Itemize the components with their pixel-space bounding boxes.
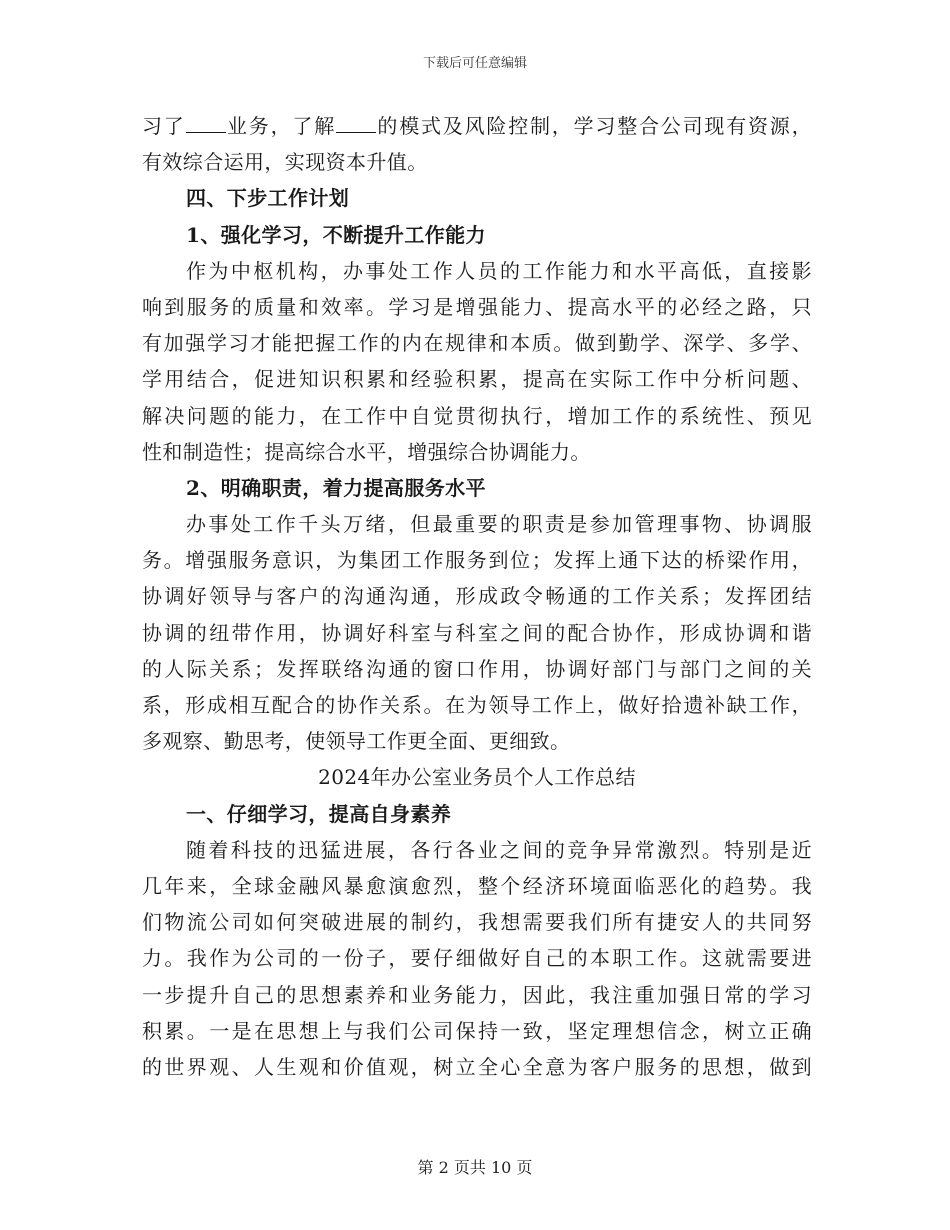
- paragraph-line: 作为中枢机构，办事处工作人员的工作能力和水平高低，直接影: [186, 258, 812, 283]
- page-footer: 第 2 页共 10 页: [417, 1158, 533, 1177]
- blank-underline: [186, 112, 226, 133]
- paragraph-line: 响到服务的质量和效率。学习是增强能力、提高水平的必经之路，只: [142, 294, 812, 319]
- paragraph-line: 有效综合运用，实现资本升值。: [142, 150, 428, 175]
- document-body: [142, 108, 812, 1085]
- paragraph-line: 力。我作为公司的一份子，要仔细做好自己的本职工作。这就需要进: [142, 946, 812, 971]
- paragraph-line: 几年来，全球金融风暴愈演愈烈，整个经济环境面临恶化的趋势。我: [142, 873, 812, 898]
- paragraph-line: 协调的纽带作用，协调好科室与科室之间的配合协作，形成协调和谐: [142, 620, 812, 645]
- section-heading: 四、下步工作计划: [186, 186, 350, 211]
- paragraph-line: 协调好领导与客户的沟通沟通，形成政令畅通的工作关系；发挥团结: [142, 584, 812, 609]
- paragraph-line: 务。增强服务意识，为集团工作服务到位；发挥上通下达的桥梁作用，: [142, 548, 812, 573]
- paragraph-line: 一步提升自己的思想素养和业务能力，因此，我注重加强日常的学习: [142, 982, 812, 1007]
- paragraph-line: 随着科技的迅猛进展，各行各业之间的竞争异常激烈。特别是近: [186, 837, 812, 862]
- subsection-heading: 1、强化学习，不断提升工作能力: [186, 222, 486, 247]
- subsection-heading: 2、明确职责，着力提高服务水平: [186, 475, 486, 500]
- paragraph-line: 习了 业务，了解 的模式及风险控制，学习整合公司现有资源，: [142, 114, 813, 138]
- paragraph-line: 们物流公司如何突破进展的制约，我想需要我们所有捷安人的共同努: [142, 910, 812, 935]
- document-title: 2024年办公室业务员个人工作总结: [318, 765, 636, 790]
- blank-underline: [336, 112, 376, 133]
- paragraph-line: 学用结合，促进知识积累和经验积累，提高在实际工作中分析问题、: [142, 367, 812, 392]
- paragraph-line: 的人际关系；发挥联络沟通的窗口作用，协调好部门与部门之间的关: [142, 656, 812, 681]
- paragraph-line: 性和制造性；提高综合水平，增强综合协调能力。: [142, 439, 591, 464]
- paragraph-line: 系，形成相互配合的协作关系。在为领导工作上，做好拾遗补缺工作，: [142, 693, 812, 717]
- paragraph-line: 有加强学习才能把握工作的内在规律和本质。做到勤学、深学、多学、: [142, 331, 812, 356]
- paragraph-line: 解决问题的能力，在工作中自觉贯彻执行，增加工作的系统性、预见: [142, 403, 812, 428]
- section-heading: 一、仔细学习，提高自身素养: [186, 801, 452, 826]
- paragraph-line: 多观察、勤思考，使领导工作更全面、更细致。: [142, 729, 571, 754]
- page-header: 下载后可任意编辑: [422, 56, 527, 71]
- paragraph-line: 的世界观、人生观和价值观，树立全心全意为客户服务的思想，做到: [142, 1054, 812, 1079]
- paragraph-line: 办事处工作千头万绪，但最重要的职责是参加管理事物、协调服: [186, 512, 812, 537]
- paragraph-line: 积累。一是在思想上与我们公司保持一致，坚定理想信念，树立正确: [142, 1018, 812, 1043]
